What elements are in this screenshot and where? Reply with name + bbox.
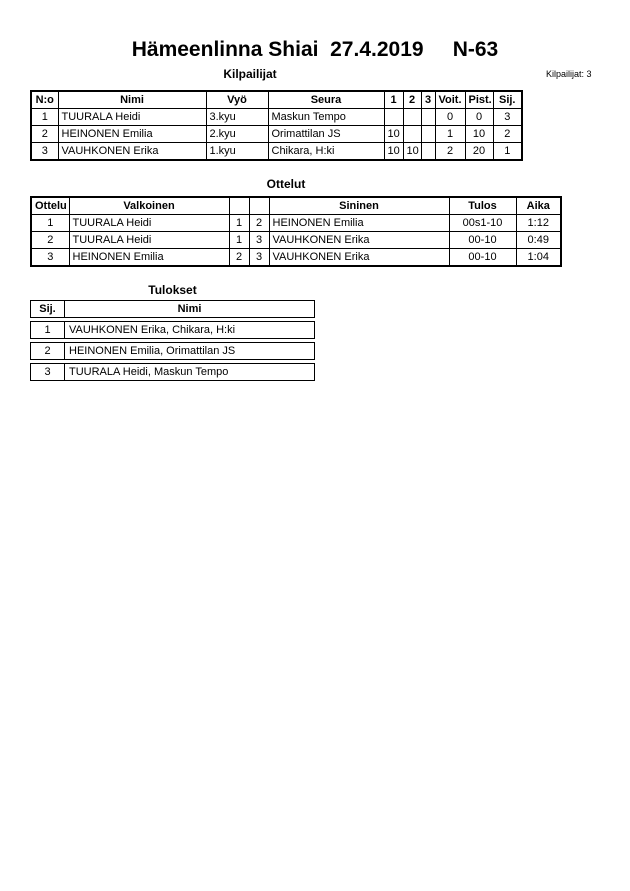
result-place: 2 bbox=[30, 342, 65, 360]
results-header-row bbox=[30, 300, 315, 318]
match-blue-name: VAUHKONEN Erika bbox=[269, 232, 449, 249]
competitors-col-club: Seura bbox=[268, 91, 384, 109]
competitor-score-1: 10 bbox=[384, 143, 403, 161]
competitor-name: TUURALA Heidi bbox=[58, 109, 206, 126]
result-place: 1 bbox=[30, 321, 65, 339]
match-result: 00s1-10 bbox=[449, 215, 516, 232]
match-row bbox=[31, 249, 561, 267]
result-place: 3 bbox=[30, 363, 65, 381]
competitor-no: 2 bbox=[31, 126, 58, 143]
result-row bbox=[30, 321, 315, 339]
competitors-col-wins: Voit. bbox=[435, 91, 465, 109]
competitor-place: 1 bbox=[493, 143, 522, 161]
competitor-no: 1 bbox=[31, 109, 58, 126]
competitor-row bbox=[31, 126, 522, 143]
matches-col-blue: Sininen bbox=[269, 197, 449, 215]
competitors-header-row bbox=[31, 91, 522, 109]
competitor-no: 3 bbox=[31, 143, 58, 161]
match-no: 2 bbox=[31, 232, 69, 249]
competitors-heading: Kilpailijat bbox=[223, 67, 277, 81]
results-table bbox=[30, 297, 315, 384]
competitor-place: 3 bbox=[493, 109, 522, 126]
result-row bbox=[30, 363, 315, 381]
competitor-belt: 1.kyu bbox=[206, 143, 268, 161]
match-result: 00-10 bbox=[449, 232, 516, 249]
competitors-col-place: Sij. bbox=[493, 91, 522, 109]
match-white-name: HEINONEN Emilia bbox=[69, 249, 229, 267]
results-col-place: Sij. bbox=[30, 300, 65, 318]
matches-heading: Ottelut bbox=[266, 177, 306, 191]
competitor-name: HEINONEN Emilia bbox=[58, 126, 206, 143]
match-time: 1:04 bbox=[516, 249, 561, 267]
match-blue-no: 2 bbox=[249, 215, 269, 232]
competitors-col-name: Nimi bbox=[58, 91, 206, 109]
match-blue-name: VAUHKONEN Erika bbox=[269, 249, 449, 267]
match-row bbox=[31, 232, 561, 249]
matches-col-no: Ottelu bbox=[31, 197, 69, 215]
competitor-name: VAUHKONEN Erika bbox=[58, 143, 206, 161]
results-col-name: Nimi bbox=[65, 300, 315, 318]
competitors-col-m1: 1 bbox=[384, 91, 403, 109]
competitors-table bbox=[30, 90, 523, 161]
participants-count: Kilpailijat: 3 bbox=[546, 69, 592, 79]
match-time: 0:49 bbox=[516, 232, 561, 249]
competitor-points: 10 bbox=[465, 126, 493, 143]
competitor-score-2 bbox=[403, 109, 421, 126]
results-heading: Tulokset bbox=[148, 283, 197, 297]
competitor-score-1: 10 bbox=[384, 126, 403, 143]
match-row bbox=[31, 215, 561, 232]
competitor-score-3 bbox=[421, 126, 435, 143]
competitor-club: Maskun Tempo bbox=[268, 109, 384, 126]
competitor-wins: 0 bbox=[435, 109, 465, 126]
competitor-belt: 3.kyu bbox=[206, 109, 268, 126]
match-result: 00-10 bbox=[449, 249, 516, 267]
matches-header-row bbox=[31, 197, 561, 215]
competitor-row bbox=[31, 143, 522, 161]
result-name: VAUHKONEN Erika, Chikara, H:ki bbox=[65, 321, 315, 339]
competitor-score-3 bbox=[421, 109, 435, 126]
competitor-place: 2 bbox=[493, 126, 522, 143]
competitors-col-m3: 3 bbox=[421, 91, 435, 109]
competitor-club: Chikara, H:ki bbox=[268, 143, 384, 161]
match-blue-no: 3 bbox=[249, 232, 269, 249]
competitor-belt: 2.kyu bbox=[206, 126, 268, 143]
matches-col-blue-no bbox=[249, 197, 269, 215]
match-white-name: TUURALA Heidi bbox=[69, 215, 229, 232]
page-title: Hämeenlinna Shiai 27.4.2019 N-63 bbox=[131, 38, 499, 61]
competitor-points: 0 bbox=[465, 109, 493, 126]
competitors-col-belt: Vyö bbox=[206, 91, 268, 109]
competitors-col-m2: 2 bbox=[403, 91, 421, 109]
match-white-no: 2 bbox=[229, 249, 249, 267]
matches-col-result: Tulos bbox=[449, 197, 516, 215]
match-white-name: TUURALA Heidi bbox=[69, 232, 229, 249]
match-white-no: 1 bbox=[229, 232, 249, 249]
competitor-score-2: 10 bbox=[403, 143, 421, 161]
result-name: HEINONEN Emilia, Orimattilan JS bbox=[65, 342, 315, 360]
matches-col-time: Aika bbox=[516, 197, 561, 215]
match-white-no: 1 bbox=[229, 215, 249, 232]
competitor-wins: 2 bbox=[435, 143, 465, 161]
competitors-col-no: N:o bbox=[31, 91, 58, 109]
match-blue-no: 3 bbox=[249, 249, 269, 267]
result-row bbox=[30, 342, 315, 360]
competitor-wins: 1 bbox=[435, 126, 465, 143]
matches-table bbox=[30, 196, 562, 267]
result-name: TUURALA Heidi, Maskun Tempo bbox=[65, 363, 315, 381]
competitor-score-3 bbox=[421, 143, 435, 161]
matches-col-white: Valkoinen bbox=[69, 197, 229, 215]
matches-col-white-no bbox=[229, 197, 249, 215]
competitor-points: 20 bbox=[465, 143, 493, 161]
competitor-row bbox=[31, 109, 522, 126]
competitor-score-2 bbox=[403, 126, 421, 143]
match-no: 3 bbox=[31, 249, 69, 267]
match-blue-name: HEINONEN Emilia bbox=[269, 215, 449, 232]
competitor-club: Orimattilan JS bbox=[268, 126, 384, 143]
match-time: 1:12 bbox=[516, 215, 561, 232]
competitor-score-1 bbox=[384, 109, 403, 126]
competitors-col-points: Pist. bbox=[465, 91, 493, 109]
match-no: 1 bbox=[31, 215, 69, 232]
